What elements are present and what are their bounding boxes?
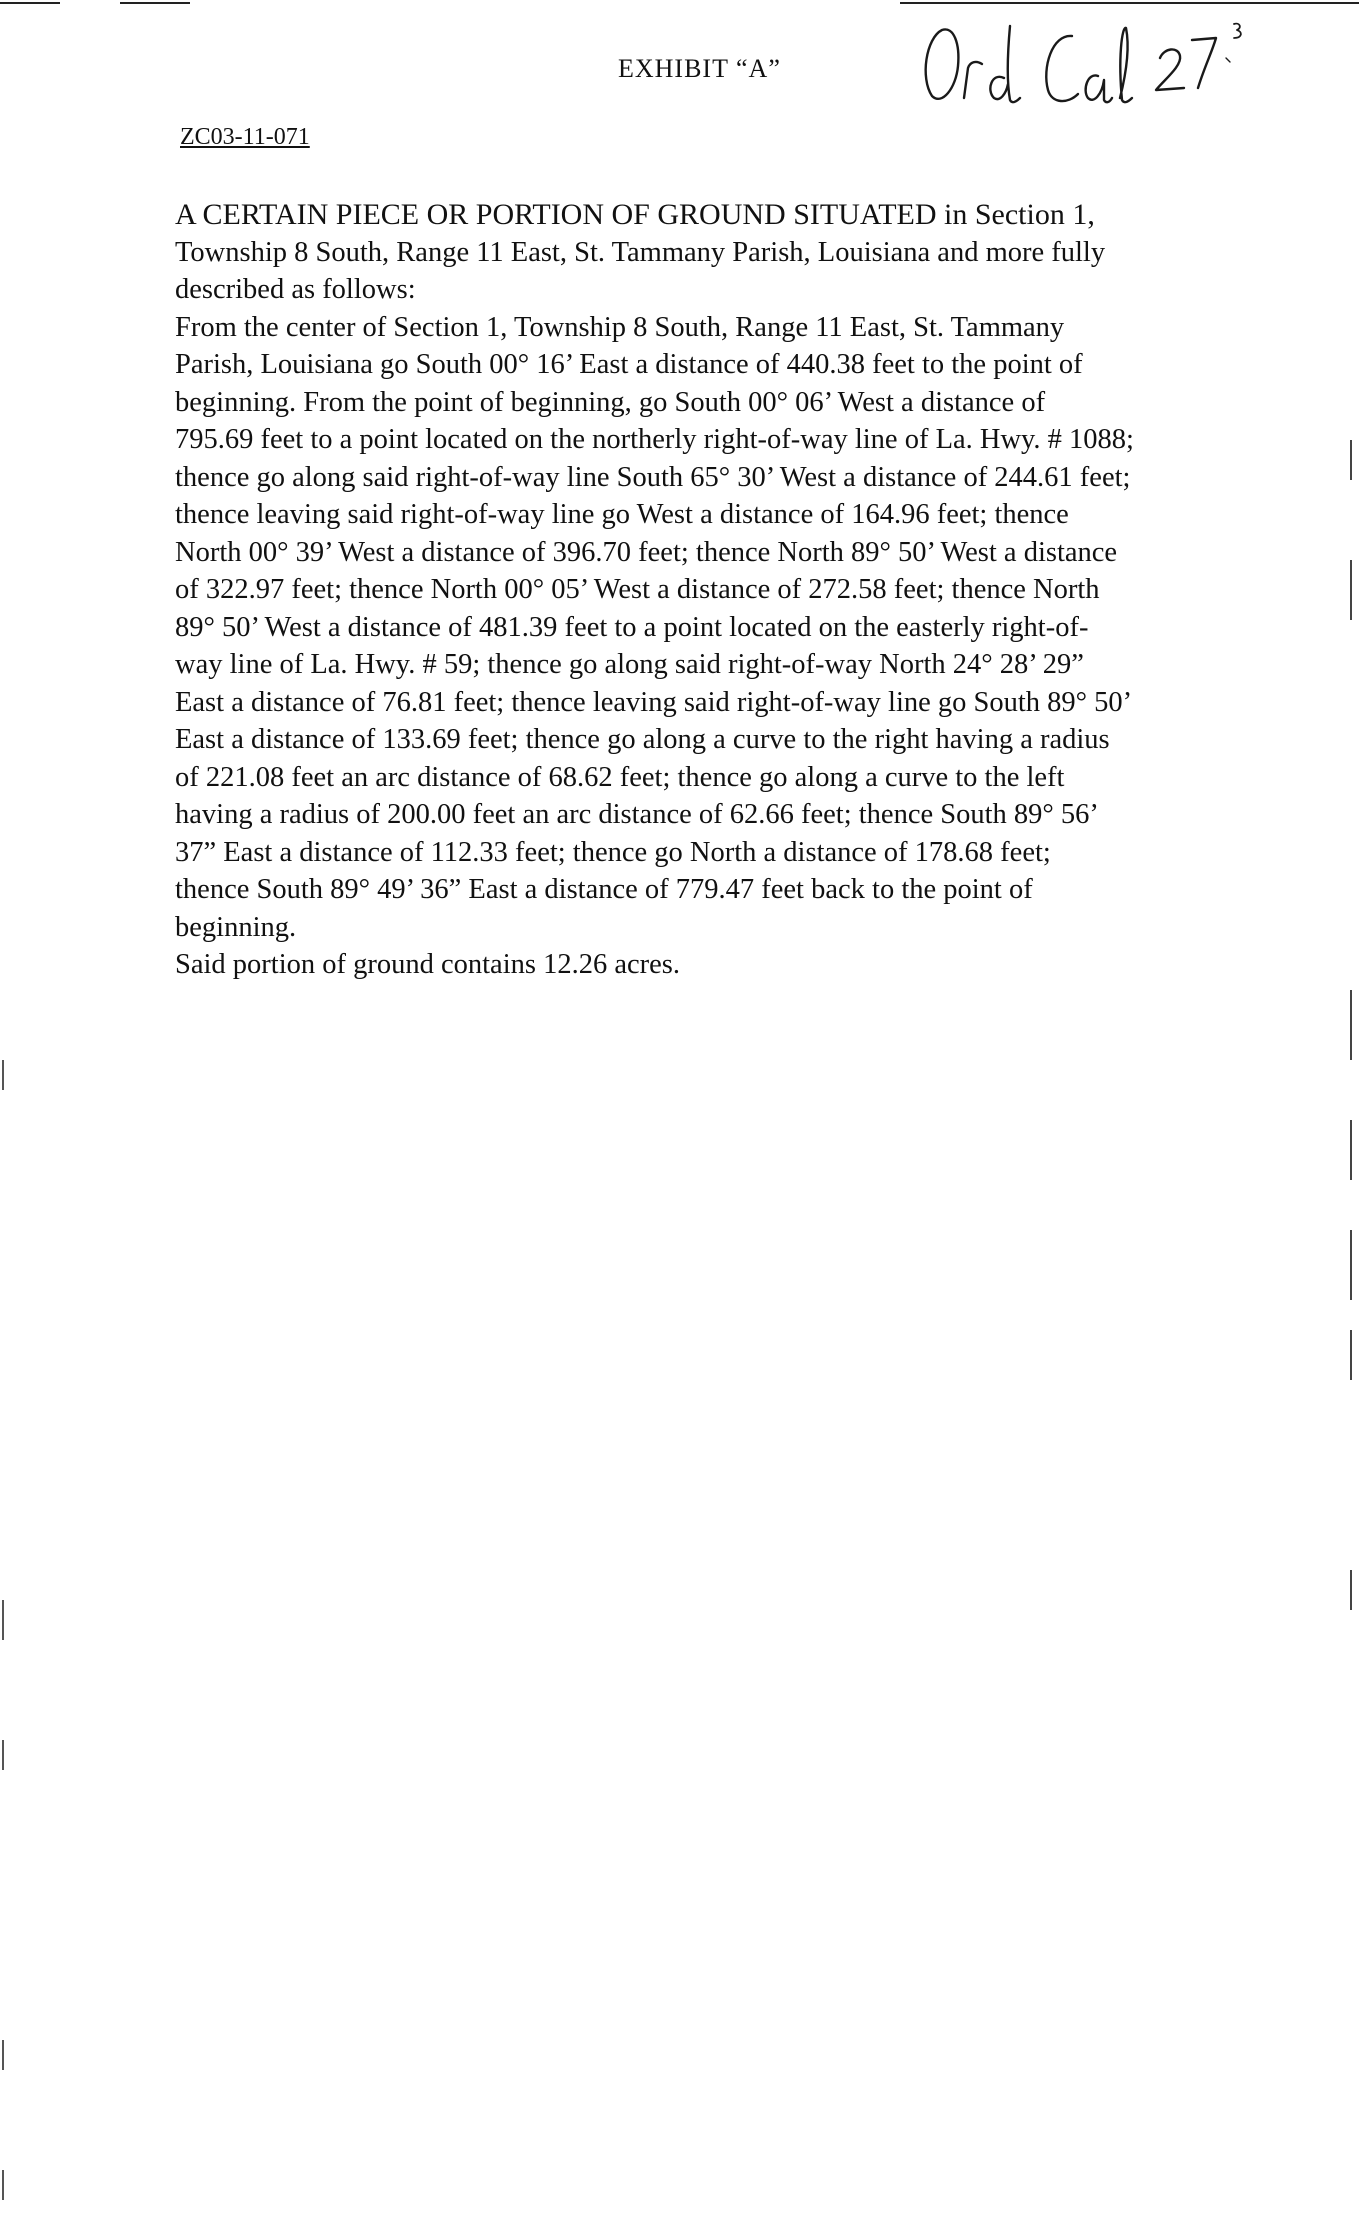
acreage-line: Said portion of ground contains 12.26 acres.: [175, 949, 680, 980]
case-number: ZC03-11-071: [180, 124, 310, 150]
text-line: East a distance of 76.81 feet; thence leaving said right-of-way line go South 89° 50’: [175, 686, 1133, 718]
text-line: beginning.: [175, 911, 297, 943]
scan-artifact-edge-mark: [1350, 990, 1352, 1060]
text-line: East a distance of 133.69 feet; thence go along a curve to the right having a radius: [175, 724, 1110, 755]
scan-artifact-top-rule: [120, 2, 190, 4]
scan-artifact-edge-mark: [2, 2040, 4, 2070]
legal-description: [175, 196, 1205, 984]
handwritten-annotation: [912, 18, 1242, 108]
scan-artifact-edge-mark: [2, 1060, 4, 1090]
text-line: 89° 50’ West a distance of 481.39 feet to a point located on the easterly right-of-: [175, 611, 1089, 643]
text-line: North 00° 39’ West a distance of 396.70 feet; thence North 89° 50’ West a distance: [175, 536, 1118, 568]
text-line: thence go along said right-of-way line South 65° 30’ West a distance of 244.61 feet;: [175, 461, 1131, 493]
text-line: thence South 89° 49’ 36” East a distance of 779.47 feet back to the point of: [175, 874, 1033, 905]
text-line: 795.69 feet to a point located on the northerly right-of-way line of La. Hwy. # 1088;: [175, 424, 1134, 455]
text-line: described as follows:: [175, 274, 416, 305]
scan-artifact-edge-mark: [2, 2170, 4, 2200]
text-line: of 322.97 feet; thence North 00° 05’ West a distance of 272.58 feet; thence North: [175, 574, 1100, 605]
text-line: Parish, Louisiana go South 00° 16’ East a distance of 440.38 feet to the point of: [175, 349, 1083, 380]
scan-artifact-top-rule: [0, 2, 60, 4]
text-line: A CERTAIN PIECE OR PORTION OF GROUND SITUATED in Section 1,: [175, 198, 1095, 231]
scan-artifact-edge-mark: [1350, 1330, 1352, 1380]
text-line: thence leaving said right-of-way line go West a distance of 164.96 feet; thence: [175, 499, 1069, 530]
scan-artifact-top-rule: [900, 2, 1359, 4]
text-line: beginning. From the point of beginning, go South 00° 06’ West a distance of: [175, 386, 1046, 418]
scan-artifact-edge-mark: [2, 1600, 4, 1640]
scan-artifact-edge-mark: [1350, 560, 1352, 620]
scan-artifact-edge-mark: [1350, 1230, 1352, 1300]
text-line: From the center of Section 1, Township 8 South, Range 11 East, St. Tammany: [175, 311, 1065, 343]
scan-artifact-edge-mark: [1350, 1120, 1352, 1180]
scan-artifact-edge-mark: [1350, 1570, 1352, 1610]
text-line: way line of La. Hwy. # 59; thence go along said right-of-way North 24° 28’ 29”: [175, 649, 1084, 680]
text-line: of 221.08 feet an arc distance of 68.62 feet; thence go along a curve to the left: [175, 761, 1065, 793]
text-line: 37” East a distance of 112.33 feet; thence go North a distance of 178.68 feet;: [175, 836, 1051, 868]
exhibit-title: EXHIBIT “A”: [618, 54, 781, 83]
scan-artifact-edge-mark: [2, 1740, 4, 1770]
scan-artifact-edge-mark: [1350, 440, 1352, 480]
text-line: having a radius of 200.00 feet an arc distance of 62.66 feet; thence South 89° 56’: [175, 799, 1099, 830]
text-line: Township 8 South, Range 11 East, St. Tammany Parish, Louisiana and more fully: [175, 236, 1106, 268]
